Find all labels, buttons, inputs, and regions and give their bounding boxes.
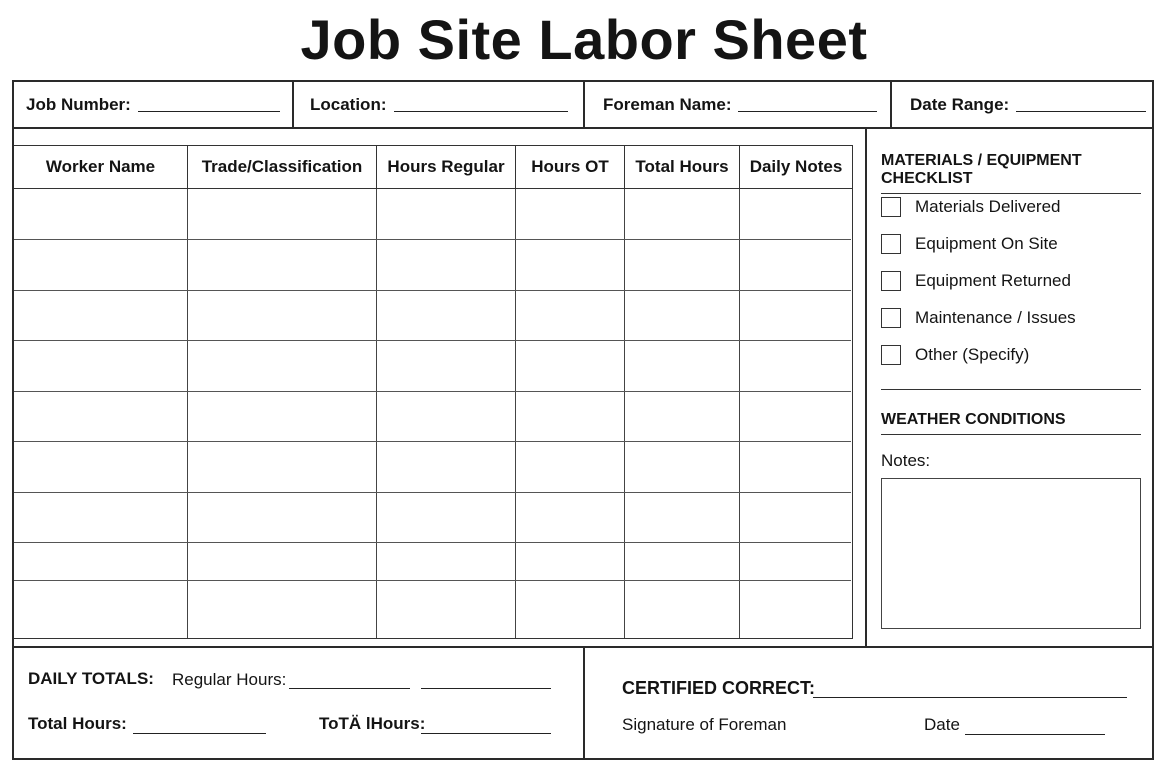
checklist-item-other[interactable] xyxy=(881,345,1029,365)
column-header-hours-regular: Hours Regular xyxy=(377,146,516,189)
page-title: Job Site Labor Sheet xyxy=(300,8,868,71)
checklist-item-label: Equipment Returned xyxy=(915,271,1071,290)
column-header-trade: Trade/Classification xyxy=(188,146,377,189)
column-header-daily-notes: Daily Notes xyxy=(740,146,852,189)
notes-label: Notes: xyxy=(881,451,931,470)
table-row-divider xyxy=(14,492,851,493)
location-label: Location: xyxy=(310,94,387,114)
weather-notes-box[interactable] xyxy=(881,478,1141,629)
date-label: Date xyxy=(924,715,960,734)
regular-hours-blank-line[interactable] xyxy=(289,688,410,689)
column-header-worker-name: Worker Name xyxy=(14,146,188,189)
certified-correct-label: CERTIFIED CORRECT: xyxy=(622,678,815,698)
job-number-label: Job Number: xyxy=(26,94,131,114)
column-header-total-hours: Total Hours xyxy=(625,146,740,189)
date-range-label: Date Range: xyxy=(910,94,1010,114)
tota-hours-label: ToTÄ lHours: xyxy=(319,714,426,733)
extra-blank-line[interactable] xyxy=(421,688,551,689)
checkbox[interactable] xyxy=(881,345,901,365)
column-total-hours[interactable] xyxy=(625,189,740,638)
tota-hours-blank-line[interactable] xyxy=(421,733,551,734)
checklist-item-label: Maintenance / Issues xyxy=(915,308,1076,327)
column-hours-ot[interactable] xyxy=(516,189,625,638)
checkbox[interactable] xyxy=(881,271,901,291)
checklist-title: MATERIALS / EQUIPMENT CHECKLIST xyxy=(881,152,1141,194)
total-hours-blank-line[interactable] xyxy=(133,733,266,734)
table-row-divider xyxy=(14,542,851,543)
checklist-item-equipment-on-site[interactable] xyxy=(881,234,1058,254)
certified-blank-line[interactable] xyxy=(813,697,1127,698)
table-row-divider xyxy=(14,391,851,392)
date-blank-line[interactable] xyxy=(965,734,1105,735)
weather-conditions-title: WEATHER CONDITIONS xyxy=(881,411,1141,435)
daily-totals-label: DAILY TOTALS: xyxy=(28,669,154,688)
job-number-blank-line[interactable] xyxy=(138,111,280,112)
date-range-field[interactable] xyxy=(892,82,1152,127)
location-field[interactable] xyxy=(294,82,585,127)
footer xyxy=(14,646,1152,758)
column-trade[interactable] xyxy=(188,189,377,638)
checkbox[interactable] xyxy=(881,308,901,328)
labor-table xyxy=(14,145,853,639)
checklist-item-materials-delivered[interactable] xyxy=(881,197,1061,217)
section-divider xyxy=(881,389,1141,390)
location-blank-line[interactable] xyxy=(394,111,568,112)
foreman-name-blank-line[interactable] xyxy=(738,111,877,112)
table-row-divider xyxy=(14,239,851,240)
right-panel xyxy=(865,129,1152,646)
checkbox[interactable] xyxy=(881,197,901,217)
regular-hours-label: Regular Hours: xyxy=(172,670,287,689)
daily-totals-section xyxy=(14,648,585,760)
table-row-divider xyxy=(14,580,851,581)
foreman-name-label: Foreman Name: xyxy=(603,94,732,114)
job-number-field[interactable] xyxy=(14,82,294,127)
date-range-blank-line[interactable] xyxy=(1016,111,1146,112)
table-row-divider xyxy=(14,340,851,341)
checklist-item-maintenance-issues[interactable] xyxy=(881,308,1076,328)
checkbox[interactable] xyxy=(881,234,901,254)
checklist-item-label: Materials Delivered xyxy=(915,197,1061,216)
checklist-item-label: Equipment On Site xyxy=(915,234,1058,253)
header-fields-row xyxy=(14,82,1152,129)
total-hours-label: Total Hours: xyxy=(28,714,127,733)
column-header-hours-ot: Hours OT xyxy=(516,146,625,189)
labor-sheet-form xyxy=(12,80,1154,760)
checklist-item-equipment-returned[interactable] xyxy=(881,271,1071,291)
signature-of-foreman-label: Signature of Foreman xyxy=(622,715,787,734)
table-row-divider xyxy=(14,441,851,442)
checklist-item-label: Other (Specify) xyxy=(915,345,1030,364)
table-row-divider xyxy=(14,290,851,291)
column-hours-regular[interactable] xyxy=(377,189,516,638)
column-worker-name[interactable] xyxy=(14,189,188,638)
foreman-name-field[interactable] xyxy=(585,82,892,127)
